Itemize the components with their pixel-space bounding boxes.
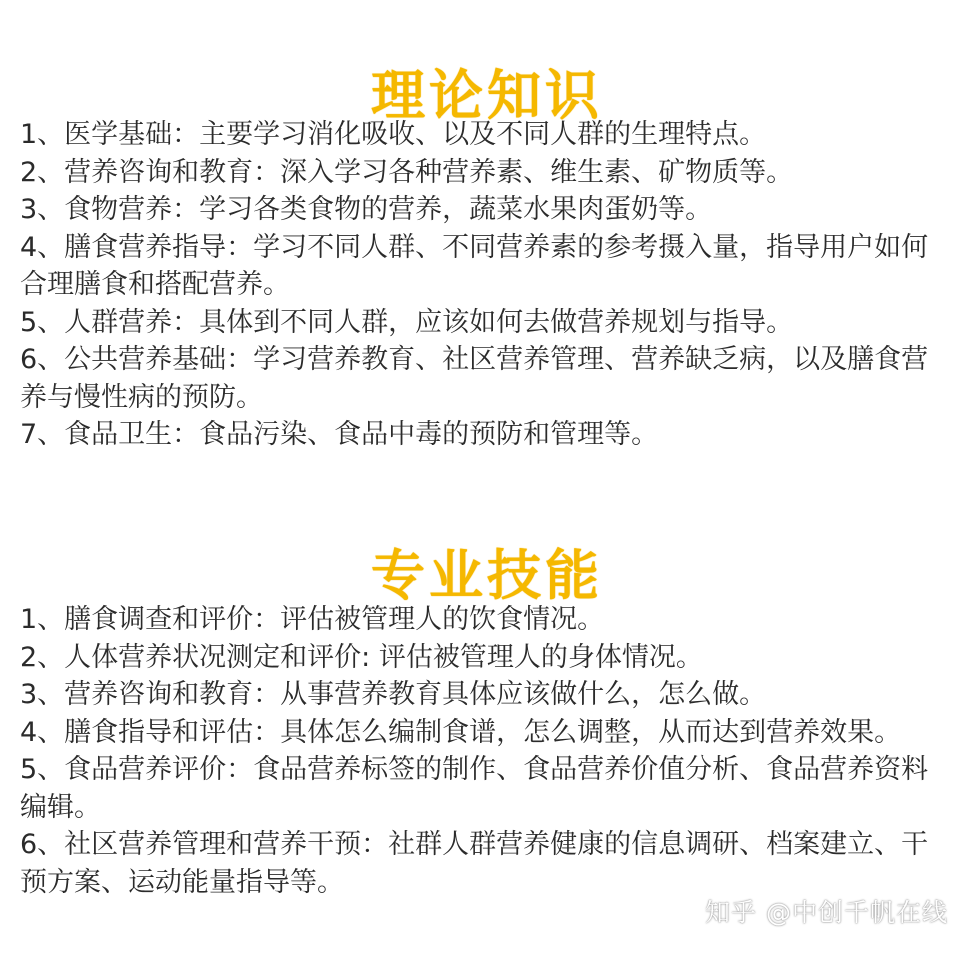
list-item: 1、医学基础：主要学习消化吸收、以及不同人群的生理特点。 (20, 119, 767, 150)
skills-list (20, 601, 950, 901)
section-title-skills: 专业技能 (371, 544, 603, 608)
list-item: 7、食品卫生：食品污染、食品中毒的预防和管理等。 (20, 419, 659, 450)
list-item: 4、膳食指导和评估：具体怎么编制食谱，怎么调整，从而达到营养效果。 (20, 716, 902, 748)
section-title-theory: 理论知识 (371, 64, 603, 128)
list-item: 4、膳食营养指导：学习不同人群、不同营养素的参考摄入量，指导用户如何合理膳食和搭配营养。 (20, 231, 929, 300)
list-item: 1、膳食调查和评价：评估被管理人的饮食情况。 (20, 604, 605, 635)
list-item: 3、营养咨询和教育：从事营养教育具体应该做什么，怎么做。 (20, 679, 767, 710)
list-item: 2、营养咨询和教育：深入学习各种营养素、维生素、矿物质等。 (20, 156, 794, 188)
watermark: 知乎 @中创千帆在线 (705, 898, 948, 927)
list-item: 5、人群营养：具体到不同人群，应该如何去做营养规划与指导。 (20, 306, 794, 338)
list-item: 3、食物营养：学习各类食物的营养，蔬菜水果肉蛋奶等。 (20, 194, 713, 225)
list-item: 2、人体营养状况测定和评价: 评估被管理人的身体情况。 (20, 641, 703, 673)
list-item: 6、公共营养基础：学习营养教育、社区营养管理、营养缺乏病，以及膳食营养与慢性病的预防。 (20, 344, 929, 413)
list-item: 5、食品营养评价：食品营养标签的制作、食品营养价值分析、食品营养资料编辑。 (20, 754, 929, 823)
theory-list (20, 116, 950, 454)
list-item: 6、社区营养管理和营养干预：社群人群营养健康的信息调研、档案建立、干预方案、运动能量指导等。 (20, 829, 929, 898)
